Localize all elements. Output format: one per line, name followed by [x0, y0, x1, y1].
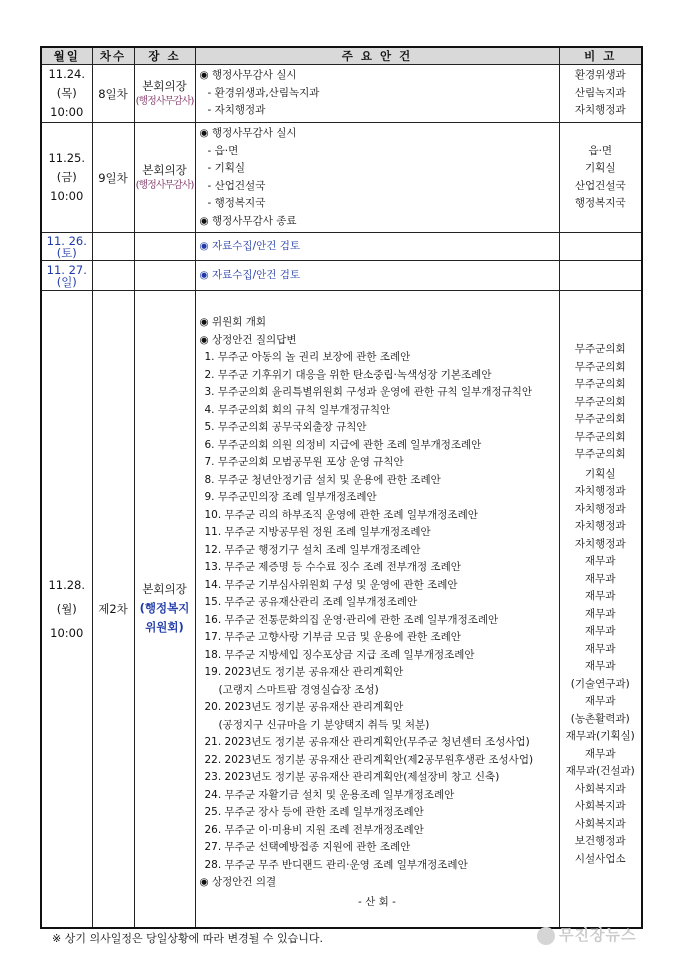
agenda-line: ◉ 행정사무감사 실시 [199, 69, 297, 82]
note-line: 무주군의회 [574, 448, 626, 460]
agenda-cell [195, 261, 559, 291]
agenda-line: 25. 무주군 장사 등에 관한 조례 일부개정조례안 [204, 806, 424, 819]
date-text: 11. 27. [46, 262, 87, 277]
note-line: 재무과 [585, 747, 616, 760]
order-cell: 제2차 [92, 291, 134, 928]
agenda-list [200, 314, 555, 911]
note-line: 무주군의회 [574, 343, 626, 355]
place-cell [134, 123, 195, 233]
order-cell [92, 261, 134, 291]
agenda-line: 21. 2023년도 정기분 공유재산 관리계획안(무주군 청년센터 조성사업) [204, 736, 530, 749]
agenda-line: 4. 무주군의회 회의 규칙 일부개정규칙안 [204, 403, 391, 416]
note-line: 무주군의회 [574, 378, 626, 390]
date-cell [41, 233, 92, 261]
note-line: 시설사업소 [574, 852, 626, 865]
agenda-line: 12. 무주군 행정기구 설치 조례 일부개정조례안 [204, 543, 421, 556]
watermark-logo [537, 924, 636, 945]
session-tag: (행정사무감사) [135, 179, 194, 191]
committee-text: 위원회) [145, 620, 184, 635]
agenda-cell [195, 65, 559, 123]
note-line: 자치행정과 [574, 104, 626, 117]
note-line: 무주군의회 [574, 413, 626, 425]
place-cell [134, 261, 195, 291]
agenda-line: 17. 무주군 고향사랑 기부금 모금 및 운용에 관한 조례안 [204, 631, 461, 644]
agenda-line: 10. 무주군 리의 하부조직 운영에 관한 조례 일부개정조례안 [204, 508, 478, 521]
note-line: 산업건설국 [574, 179, 626, 192]
agenda-cell [195, 233, 559, 261]
agenda-line: 26. 무주군 이·미용비 지원 조례 전부개정조례안 [204, 823, 424, 836]
agenda-line: 19. 2023년도 정기분 공유재산 관리계획안 [204, 666, 404, 679]
agenda-line: 9. 무주군민의장 조례 일부개정조례안 [204, 491, 377, 504]
agenda-line: 23. 2023년도 정기분 공유재산 관리계획안(제설장비 창고 신축) [204, 771, 500, 784]
header-place: 장 소 [134, 47, 195, 65]
agenda-line: 3. 무주군의회 윤리특별위원회 구성과 운영에 관한 규칙 일부개정규칙안 [204, 386, 533, 399]
agenda-line: ◉ 위원회 개회 [199, 316, 267, 329]
order-cell: 9일차 [92, 123, 134, 233]
table-row [41, 65, 642, 123]
note-line: 자치행정과 [574, 485, 626, 497]
note-line: 무주군의회 [574, 395, 626, 408]
note-line: 읍·면 [588, 144, 613, 157]
table-row [41, 123, 642, 233]
note-line: 보건행정과 [574, 835, 626, 847]
agenda-line: ◉ 행정사무감사 실시 [199, 127, 297, 139]
note-line: 자치행정과 [574, 520, 626, 532]
note-line: 사회복지과 [574, 782, 626, 795]
note-line: 산림녹지과 [574, 86, 626, 99]
footnote: ※ 상기 의사일정은 당일상황에 따라 변경될 수 있습니다. [52, 932, 323, 945]
note-line: 무주군의회 [574, 360, 626, 373]
date-text: 11.28. [48, 577, 86, 592]
place-text: 본회의장 [142, 78, 187, 93]
date-cell [41, 261, 92, 291]
table-header-row [41, 47, 642, 65]
note-line: 재무과(기획실) [565, 730, 635, 742]
agenda-line: 27. 무주군 선택예방접종 지원에 관한 조례안 [204, 841, 411, 854]
agenda-line: 6. 무주군의회 의원 의정비 지급에 관한 조례 일부개정조례안 [204, 438, 482, 451]
note-line: 재무과 [585, 625, 616, 637]
note-line: (기술연구과) [570, 677, 630, 690]
note-line: 재무과(건설과) [565, 765, 635, 777]
date-cell [41, 291, 92, 928]
note-line: 재무과 [585, 572, 616, 585]
agenda-line: 24. 무주군 자활기금 설치 및 운용조례 일부개정조례안 [204, 788, 455, 801]
note-line: 자치행정과 [574, 537, 626, 550]
note-line: 행정복지국 [574, 197, 626, 209]
weekday-text: (토) [56, 245, 77, 260]
place-cell [134, 291, 195, 928]
order-cell [92, 233, 134, 261]
agenda-line: - 기획실 [207, 162, 246, 174]
note-list [560, 341, 642, 868]
time-text: 10:00 [50, 625, 84, 640]
agenda-line: 15. 무주군 공유재산관리 조례 일부개정조례안 [204, 596, 418, 609]
table-row [41, 233, 642, 261]
agenda-line: 18. 무주군 지방세입 징수포상금 지급 조례 일부개정조례안 [204, 648, 475, 661]
note-line: 무주군의회 [574, 430, 626, 443]
agenda-line: 1. 무주군 아동의 놀 권리 보장에 관한 조례안 [204, 351, 411, 364]
agenda-line: ◉ 자료수집/안건 검토 [199, 268, 301, 281]
agenda-line: ◉ 행정사무감사 종료 [199, 214, 297, 227]
agenda-line: ◉ 상정안건 의결 [199, 876, 277, 889]
agenda-line: 16. 무주군 전통문화의집 운영·관리에 관한 조례 일부개정조례안 [204, 613, 499, 626]
note-line: (농촌활력과) [570, 712, 630, 725]
agenda-line: 20. 2023년도 정기분 공유재산 관리계획안 [204, 701, 404, 714]
note-cell [559, 261, 642, 291]
agenda-line: - 산업건설국 [207, 179, 266, 192]
agenda-line: - 자치행정과 [207, 104, 266, 117]
note-line: 기획실 [585, 162, 616, 174]
agenda-line: ◉ 상정안건 질의답변 [199, 333, 297, 346]
header-date: 월일 [41, 47, 92, 65]
weekday-text: (일) [56, 274, 77, 289]
note-line: 자치행정과 [574, 502, 626, 515]
place-text: 본회의장 [142, 162, 187, 177]
agenda-cell [195, 123, 559, 233]
header-agenda: 주 요 안 건 [195, 47, 559, 65]
agenda-cell [195, 291, 559, 928]
date-text: 11.25. [48, 151, 86, 165]
committee-text: (행정복지 [139, 601, 190, 616]
agenda-line: (고랭지 스마트팜 경영실습장 조성) [218, 683, 379, 696]
note-line: 재무과 [585, 607, 616, 620]
place-text: 본회의장 [142, 582, 187, 597]
note-line: 사회복지과 [574, 817, 626, 830]
weekday-text: (월) [56, 601, 77, 616]
date-text: 11.24. [48, 67, 86, 81]
table-row [41, 291, 642, 928]
note-line: 재무과 [585, 555, 616, 567]
note-cell [559, 291, 642, 928]
note-cell [559, 65, 642, 123]
agenda-line: - 산 회 - [358, 895, 396, 908]
agenda-schedule-table [40, 46, 643, 929]
agenda-line: 13. 무주군 제증명 등 수수료 징수 조례 전부개정 조례안 [204, 561, 461, 574]
date-text: 11. 26. [46, 233, 87, 248]
note-line: 재무과 [585, 695, 616, 707]
session-tag: (행정사무감사) [135, 95, 194, 107]
note-line: 재무과 [585, 642, 616, 655]
agenda-line: (공정지구 신규마을 기 분양택지 취득 및 처분) [218, 718, 430, 731]
date-cell [41, 65, 92, 123]
note-cell [559, 233, 642, 261]
order-cell: 8일차 [92, 65, 134, 123]
place-cell [134, 233, 195, 261]
agenda-line: 7. 무주군의회 모범공무원 포상 운영 규칙안 [204, 456, 404, 469]
note-line: 재무과 [585, 590, 616, 602]
weekday-text: (목) [56, 86, 77, 100]
watermark-text: 무진장뉴스 [559, 926, 637, 944]
note-line: 기획실 [585, 467, 616, 480]
time-text: 10:00 [50, 105, 84, 119]
agenda-line: 14. 무주군 기부심사위원회 구성 및 운영에 관한 조례안 [204, 578, 458, 591]
agenda-line: ◉ 자료수집/안건 검토 [199, 239, 301, 252]
note-cell [559, 123, 642, 233]
note-line: 사회복지과 [574, 800, 626, 812]
agenda-line: 2. 무주군 기후위기 대응을 위한 탄소중립·녹색성장 기본조례안 [204, 368, 492, 381]
weekday-text: (금) [56, 170, 77, 184]
agenda-line: - 행정복지국 [207, 197, 266, 209]
note-line: 환경위생과 [574, 69, 626, 82]
time-text: 10:00 [50, 189, 84, 203]
date-cell [41, 123, 92, 233]
header-note: 비 고 [559, 47, 642, 65]
agenda-line: - 읍·면 [207, 144, 239, 157]
header-order: 차수 [92, 47, 134, 65]
agenda-line: 5. 무주군의회 공무국외출장 규칙안 [204, 421, 367, 434]
note-line: 재무과 [585, 660, 616, 672]
agenda-line: 22. 2023년도 정기분 공유재산 관리계획안(제2공무원후생관 조성사업) [204, 753, 534, 766]
agenda-line: - 환경위생과,산림녹지과 [207, 86, 320, 99]
place-cell [134, 65, 195, 123]
watermark-icon [537, 927, 555, 945]
agenda-line: 8. 무주군 청년안정기금 설치 및 운용에 관한 조례안 [204, 473, 441, 486]
agenda-line: 11. 무주군 지방공무원 정원 조례 일부개정조례안 [204, 526, 431, 539]
table-row [41, 261, 642, 291]
agenda-line: 28. 무주군 무주 반디랜드 관리·운영 조례 일부개정조례안 [204, 858, 468, 871]
